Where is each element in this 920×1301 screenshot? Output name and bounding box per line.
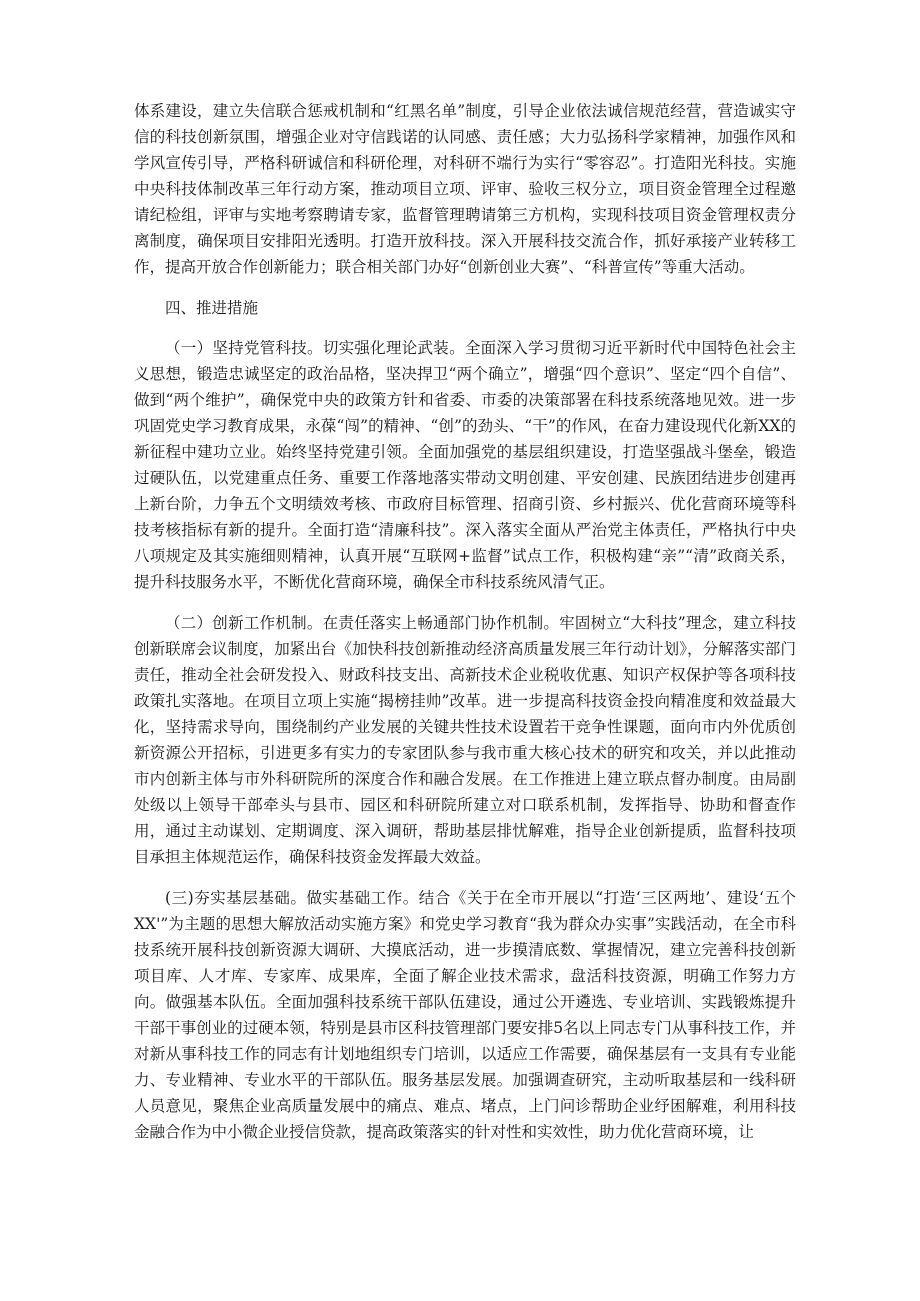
paragraph-grassroots: (三)夯实基层基础。做实基础工作。结合《关于在全市开展以“打造‘三区两地’、建设‘五个XX'”为主题的思想大解放活动实施方案》和党史学习教育“我为群众办实事”实践活动，在全市科技系统开展科技创新资源大调研、大摸底活动，进一步摸清底数、掌握情况，建立完善科技创新项目库、人才库、专家库、成果库，全面了解企业技术需求，盘活科技资源，明确工作努力方向。做强基本队伍。全面加强科技系统干部队伍建设，通过公开遴选、专业培训、实践锻炼提升干部干事创业的过硬本领，特别是县市区科技管理部门要安排5名以上同志专门从事科技工作，并对新从事科技工作的同志有计划地组织专门培训，以适应工作需要，确保基层有一支具有专业能力、专业精神、专业水平的干部队伍。服务基层发展。加强调查研究，主动听取基层和一线科研人员意见，聚焦企业高质量发展中的痛点、难点、堵点，上门问诊帮助企业纾困解难，利用科技金融合作为中小微企业授信贷款，提高政策落实的针对性和实效性，助力优化营商环境，让 [134,889,796,1141]
paragraph-party-leadership: （一）坚持党管科技。切实强化理论武装。全面深入学习贯彻习近平新时代中国特色社会主义思想，锻造忠诚坚定的政治品格，坚决捍卫“两个确立”，增强“四个意识”、坚定“四个自信”、做到“两个维护”，确保党中央的政策方针和省委、市委的决策部署在科技系统落地见效。进一步巩固党史学习教育成果，永葆“闯”的精神、“创”的劲头、“干”的作风，在奋力建设现代化新XX的新征程中建功立业。始终坚持党建引领。全面加强党的基层组织建设，打造坚强战斗堡垒，锻造过硬队伍，以党建重点任务、重要工作落地落实带动文明创建、平安创建、民族团结进步创建再上新台阶，力争五个文明绩效考核、市政府目标管理、招商引资、乡村振兴、优化营商环境等科技考核指标有新的提升。全面打造“清廉科技”。深入落实全面从严治党主体责任，严格执行中央八项规定及其实施细则精神，认真开展“互联网+监督”试点工作，积极构建“亲”“清”政商关系，提升科技服务水平，不断优化营商环境，确保全市科技系统风清气正。 [134,339,796,591]
paragraph-work-mechanism: （二）创新工作机制。在责任落实上畅通部门协作机制。牢固树立“大科技”理念，建立科技创新联席会议制度，加紧出台《加快科技创新推动经济高质量发展三年行动计划》，分解落实部门责任，推动全社会研发投入、财政科技支出、高新技术企业税收优惠、知识产权保护等各项科技政策扎实落地。在项目立项上实施“揭榜挂帅”改革。进一步提高科技资金投向精准度和效益最大化，坚持需求导向，围绕制约产业发展的关键共性技术设置若干竞争性课题，面向市内外优质创新资源公开招标，引进更多有实力的专家团队参与我市重大核心技术的研究和攻关，并以此推动市内创新主体与市外科研院所的深度合作和融合发展。在工作推进上建立联点督办制度。由局副处级以上领导干部牵头与县市、园区和科研院所建立对口联系机制，发挥指导、协助和督查作用，通过主动谋划、定期调度、深入调研，帮助基层排忧解难，指导企业创新提质，监督科技项目承担主体规范运作，确保科技资金发挥最大效益。 [134,614,796,866]
document-page [134,98,796,1145]
section-heading: 四、推进措施 [165,299,259,317]
paragraph-continuation: 体系建设，建立失信联合惩戒机制和“红黑名单”制度，引导企业依法诚信规范经营，营造诚实守信的科技创新氛围，增强企业对守信践诺的认同感、责任感；大力弘扬科学家精神，加强作风和学风宣传引导，严格科研诚信和科研伦理，对科研不端行为实行“零容忍”。打造阳光科技。实施中央科技体制改革三年行动方案，推动项目立项、评审、验收三权分立，项目资金管理全过程邀请纪检组，评审与实地考察聘请专家，监督管理聘请第三方机构，实现科技项目资金管理权责分离制度，确保项目安排阳光透明。打造开放科技。深入开展科技交流合作，抓好承接产业转移工作，提高开放合作创新能力；联合相关部门办好“创新创业大赛”、“科普宣传”等重大活动。 [134,102,796,276]
